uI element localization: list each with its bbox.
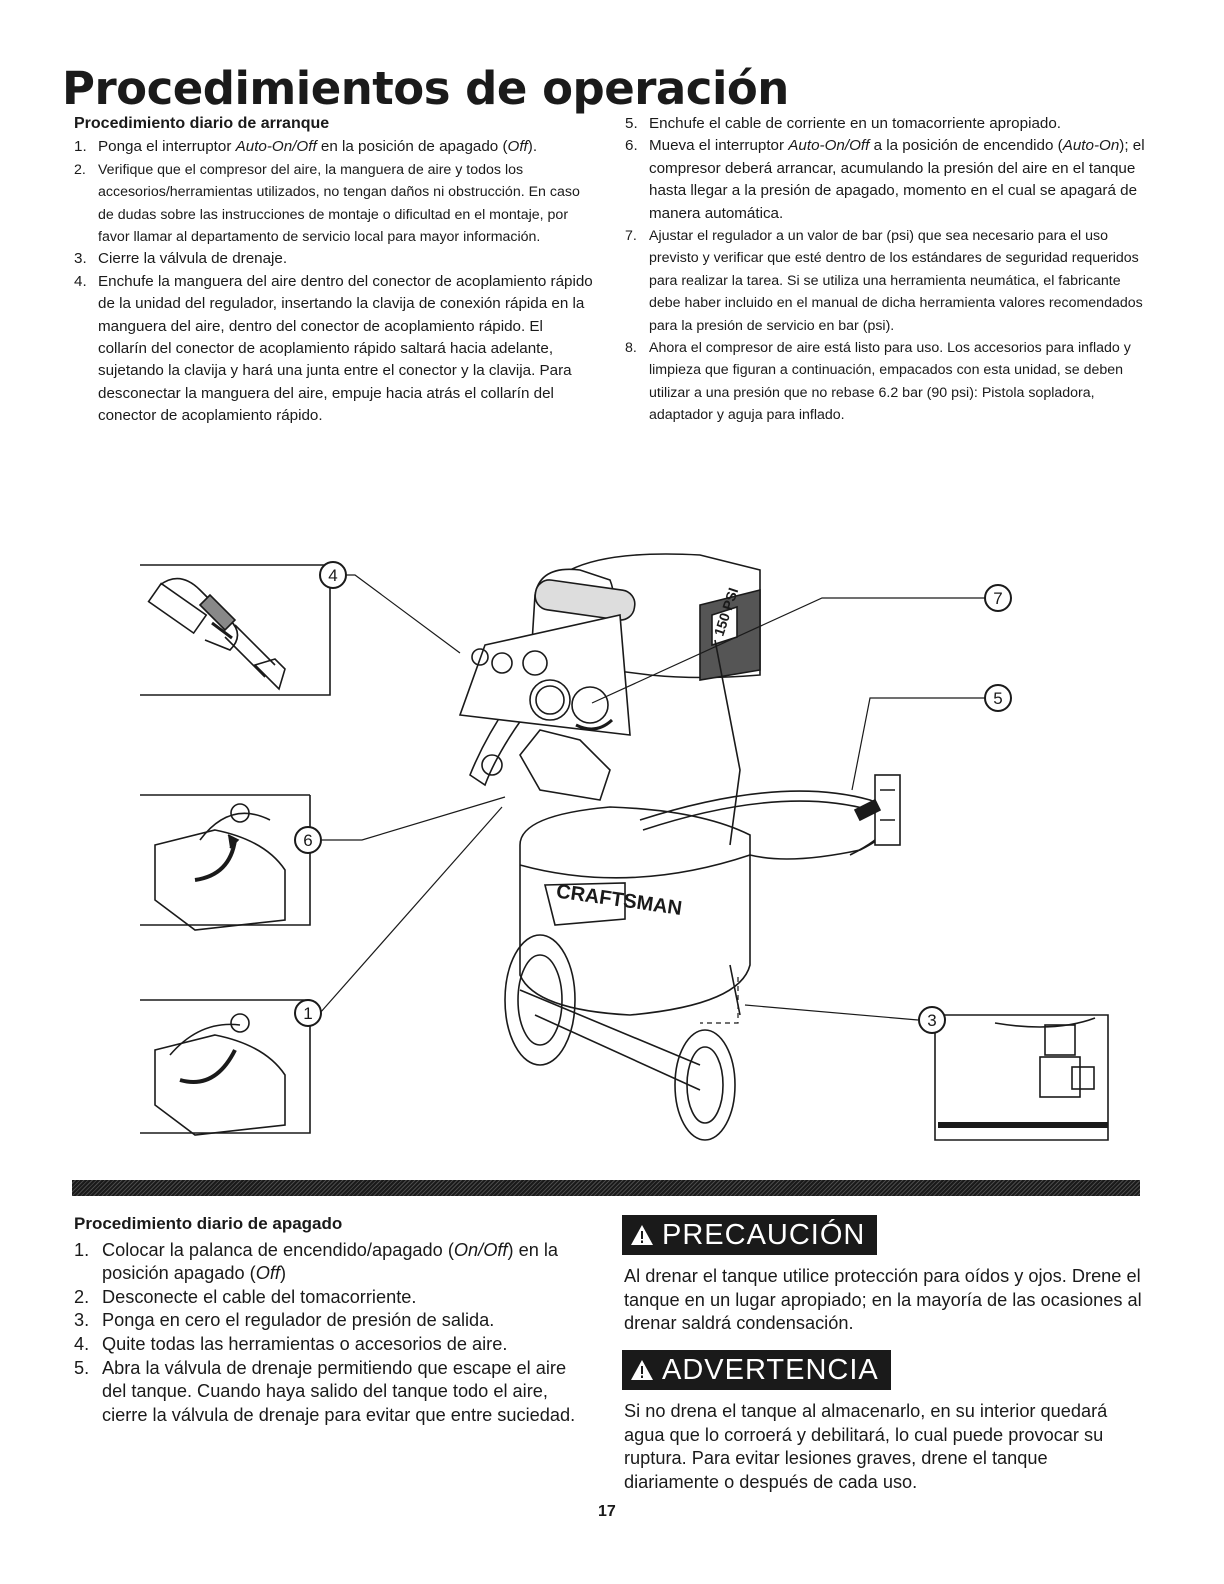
list-item <box>74 1309 594 1333</box>
caution-label: PRECAUCIÓN <box>662 1218 866 1251</box>
step-number: 5. <box>625 115 638 132</box>
warning-triangle-icon <box>630 1359 654 1381</box>
step-number: 4. <box>74 1333 90 1354</box>
startup-steps-list <box>74 136 594 427</box>
step-number: 3. <box>74 1310 90 1331</box>
warning-label: ADVERTENCIA <box>662 1353 879 1386</box>
control-panel <box>460 615 630 800</box>
list-item <box>625 337 1145 427</box>
callout-number: 4 <box>328 566 338 585</box>
step-number: 1. <box>74 138 87 156</box>
list-item <box>74 1357 594 1428</box>
callout-number: 1 <box>303 1004 313 1023</box>
list-item <box>74 136 594 158</box>
warning-banner <box>622 1350 891 1390</box>
section-divider <box>72 1180 1140 1196</box>
switch-state: Off <box>507 138 528 156</box>
switch-label: On/Off <box>453 1239 508 1260</box>
callout-3 <box>919 1007 945 1033</box>
switch-state: Off <box>255 1263 280 1284</box>
page-title: Procedimientos de operación <box>62 62 789 115</box>
shutdown-steps-list <box>74 1239 594 1428</box>
step-number: 6. <box>625 137 638 155</box>
step-number: 8. <box>625 340 637 357</box>
step-text: Enchufe la manguera del aire dentro del conector de acoplamiento rápido de la unidad del regulador, insertando la clavija de conexión rápida en la manguera del aire, dentro del conector de acoplamiento rápido. El collarín del conector de acoplamiento rápido saltará hacia adelante, sujetando la clavija y hará una junta entre el conector y la clavija. Para desconectar la manguera del aire, empuje hacia atrás el collarín del conector de acoplamiento rápido. <box>98 272 593 425</box>
caution-banner <box>622 1215 877 1255</box>
step-text: a la posición de encendido ( <box>869 137 1063 155</box>
list-item <box>74 159 594 249</box>
step-number: 4. <box>74 272 87 290</box>
drain-valve-inset <box>935 1015 1108 1140</box>
callout-7 <box>985 585 1011 611</box>
list-item <box>625 225 1145 337</box>
step-text: Cierre la válvula de drenaje. <box>98 250 288 268</box>
step-text: Verifique que el compresor del aire, la manguera de aire y todos los accesorios/herramientas utilizados, no tengan daños ni obstrucción. En caso de dudas sobre las instrucciones de montaje o dificultad en el montaje, por favor llamar al departamento de servicio local para mayor información. <box>98 161 580 246</box>
step-text: Enchufe el cable de corriente en un tomacorriente apropiado. <box>649 115 1062 132</box>
step-text: Ahora el compresor de aire está listo para uso. Los accesorios para inflado y limpieza que figuran a continuación, empacados con esta unidad, se deben utilizar a una presión que no rebase 6.2 bar (90 psi): Pistola sopladora, adaptador y aguja para inflado. <box>649 340 1131 424</box>
warning-text: Si no drena el tanque al almacenarlo, en su interior quedará agua que lo corroerá y debilitará, lo cual puede provocar su ruptura. Para evitar lesiones graves, drene el tanque diariamente o después de cada uso. <box>624 1401 1108 1492</box>
step-text: Colocar la palanca de encendido/apagado ( <box>102 1239 454 1260</box>
shutdown-heading: Procedimiento diario de apagado <box>74 1214 343 1233</box>
step-text: en la posición de apagado ( <box>316 138 508 156</box>
psi-badge: 150 PSI <box>710 585 742 638</box>
off-switch-inset <box>140 1000 313 1135</box>
callout-4 <box>320 562 346 588</box>
brand-label: CRAFTSMAN <box>554 880 684 920</box>
callout-1 <box>295 1000 321 1026</box>
step-text: Desconecte el cable del tomacorriente. <box>102 1286 417 1307</box>
list-item <box>74 1239 594 1286</box>
switch-state: Auto-On <box>1062 137 1120 155</box>
auto-on-switch-inset <box>140 795 313 930</box>
step-number: 5. <box>74 1357 90 1378</box>
callout-number: 7 <box>993 589 1003 608</box>
list-item <box>74 248 594 270</box>
step-text: Mueva el interruptor <box>649 137 789 155</box>
switch-label: Auto-On/Off <box>235 138 317 156</box>
warning-triangle-icon <box>630 1224 654 1246</box>
list-item <box>74 271 594 428</box>
warning-notice <box>622 1350 1142 1494</box>
step-text: ). <box>527 138 538 156</box>
step-number: 1. <box>74 1239 90 1260</box>
step-number: 7. <box>625 228 637 245</box>
startup-column-left <box>74 113 594 428</box>
step-text: Abra la válvula de drenaje permitiendo que escape el aire del tanque. Cuando haya salido del tanque todo el aire, cierre la válvula de drenaje para evitar que entre suciedad. <box>102 1357 576 1425</box>
callout-6 <box>295 827 321 853</box>
startup-column-right <box>625 113 1145 427</box>
list-item <box>625 135 1145 225</box>
step-text: Ponga en cero el regulador de presión de salida. <box>102 1310 495 1331</box>
caution-notice <box>622 1215 1142 1336</box>
list-item <box>74 1333 594 1357</box>
callout-number: 5 <box>993 689 1003 708</box>
startup-heading: Procedimiento diario de arranque <box>74 115 330 132</box>
startup-steps-list-continued <box>625 113 1145 427</box>
callout-5 <box>985 685 1011 711</box>
quick-coupler-inset <box>140 565 330 695</box>
caution-text: Al drenar el tanque utilice protección para oídos y ojos. Drene el tanque en un lugar apropiado; en la mayoría de las ocasiones al drenar saldrá condensación. <box>624 1266 1142 1334</box>
step-text: ) en la posición apagado ( <box>102 1239 559 1284</box>
step-number: 2. <box>74 1286 90 1307</box>
step-text: ) <box>279 1263 287 1284</box>
list-item <box>74 1286 594 1310</box>
shutdown-section <box>74 1212 594 1427</box>
step-text: Ponga el interruptor <box>98 138 236 156</box>
list-item <box>625 113 1145 135</box>
page-number: 17 <box>598 1503 616 1520</box>
step-text: Quite todas las herramientas o accesorios de aire. <box>102 1333 508 1354</box>
step-text: Ajustar el regulador a un valor de bar (psi) que sea necesario para el uso previsto y verificar que esté dentro de los estándares de seguridad requeridos para realizar la tarea. Si se utiliza una herramienta neumática, el fabricante debe haber incluido en el manual de dicha herramienta valores recomendados para la presión de servicio en bar (psi). <box>649 228 1143 334</box>
callout-number: 3 <box>927 1011 937 1030</box>
compressor-illustration <box>140 545 1120 1155</box>
switch-label: Auto-On/Off <box>788 137 870 155</box>
callout-number: 6 <box>303 831 313 850</box>
step-number: 2. <box>74 161 86 178</box>
step-text: ); el compresor deberá arrancar, acumulando la presión del aire en el tanque hasta llegar a la presión de apagado, momento en el cual se apagará de manera automática. <box>649 137 1145 222</box>
step-number: 3. <box>74 250 87 268</box>
